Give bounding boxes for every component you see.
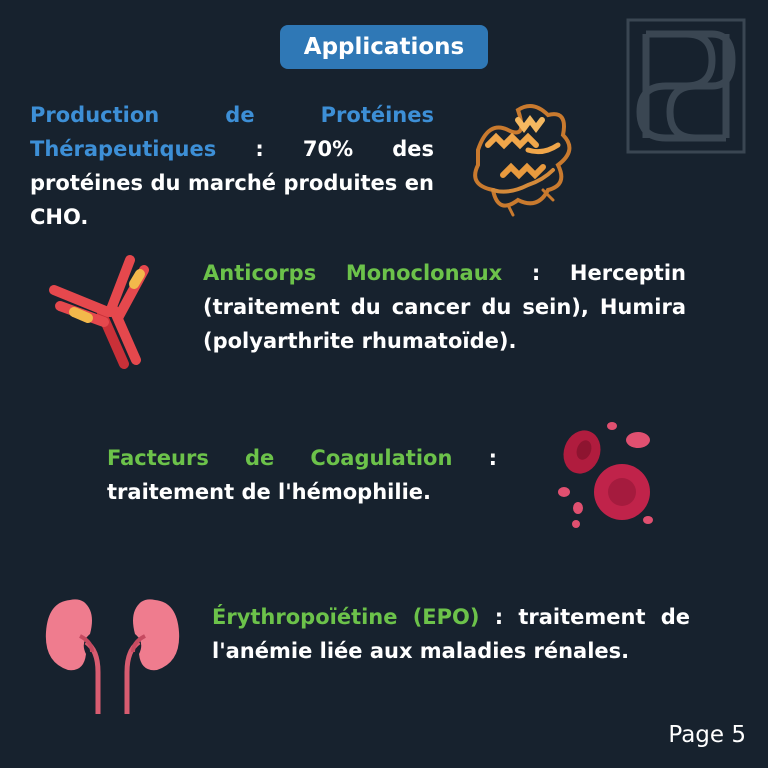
section-separator: : xyxy=(452,446,497,470)
section-protein-production xyxy=(30,98,434,234)
section-heading: Érythropoïétine (EPO) xyxy=(212,605,480,629)
page-number: Page 5 xyxy=(668,722,746,748)
blood-cells-icon xyxy=(550,420,660,535)
section-heading: Production de Protéines Thérapeutiques xyxy=(30,103,434,161)
section-separator: : xyxy=(216,137,303,161)
page-title: Applications xyxy=(303,34,465,60)
section-monoclonal-antibodies xyxy=(203,256,686,358)
kidneys-icon xyxy=(40,592,185,717)
section-separator: : xyxy=(479,605,519,629)
section-heading: Facteurs de Coagulation xyxy=(107,446,453,470)
logo-icon xyxy=(626,18,746,154)
section-text: 70% des protéines du marché produites en CHO. xyxy=(30,137,434,229)
section-text: traitement de l'hémophilie. xyxy=(107,480,431,504)
section-coagulation-factors xyxy=(107,441,497,509)
protein-structure-icon xyxy=(458,90,586,220)
section-separator: : xyxy=(502,261,570,285)
page-title-badge xyxy=(280,25,488,69)
antibody-icon xyxy=(44,250,156,372)
section-heading: Anticorps Monoclonaux xyxy=(203,261,503,285)
section-text: traitement de l'anémie liée aux maladies rénales. xyxy=(212,605,690,663)
section-epo xyxy=(212,600,690,668)
section-text: Herceptin (traitement du cancer du sein), Humira (polyarthrite rhumatoïde). xyxy=(203,261,686,353)
